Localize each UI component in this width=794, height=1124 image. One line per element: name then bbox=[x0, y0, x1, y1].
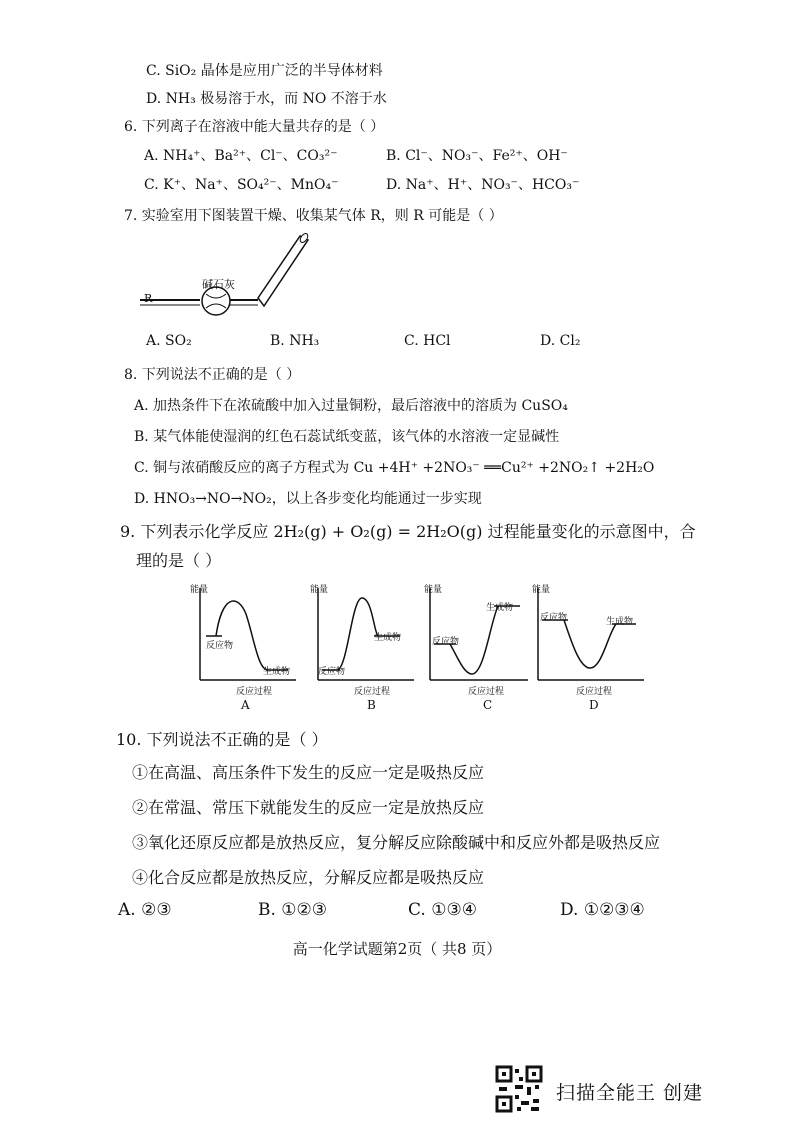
graph-a-reactant: 反应物 bbox=[206, 641, 234, 651]
graph-b-label: B bbox=[367, 698, 376, 712]
q6-option-c: C. K⁺、Na⁺、SO₄²⁻、MnO₄⁻ bbox=[144, 177, 339, 193]
q9-stem-line2: 理的是（ ） bbox=[136, 551, 222, 570]
q10-statement-3: ③氧化还原反应都是放热反应，复分解反应除酸碱中和反应外都是吸热反应 bbox=[132, 833, 661, 852]
graph-a-y-label: 能量 bbox=[190, 585, 209, 595]
q5-option-d: D. NH₃ 极易溶于水，而 NO 不溶于水 bbox=[146, 91, 387, 107]
graph-b-x-label: 反应过程 bbox=[354, 687, 391, 697]
graph-c-product: 生成物 bbox=[486, 603, 514, 613]
q8-option-b: B. 某气体能使湿润的红色石蕊试纸变蓝，该气体的水溶液一定显碱性 bbox=[134, 429, 560, 445]
q7-option-c: C. HCl bbox=[404, 333, 451, 349]
page-footer: 高一化学试题第2页（ 共8 页） bbox=[292, 940, 502, 958]
q10-option-a: A. ②③ bbox=[118, 900, 172, 920]
qr-code-icon bbox=[495, 1065, 543, 1113]
drying-apparatus-diagram bbox=[140, 228, 320, 318]
scanner-watermark-text: 扫描全能王 创建 bbox=[556, 1082, 704, 1104]
q7-stem: 7. 实验室用下图装置干燥、收集某气体 R，则 R 可能是（ ） bbox=[124, 208, 503, 224]
graph-b-product: 生成物 bbox=[374, 633, 402, 643]
q10-option-c: C. ①③④ bbox=[408, 900, 477, 920]
q8-option-a: A. 加热条件下在浓硫酸中加入过量铜粉，最后溶液中的溶质为 CuSO₄ bbox=[134, 398, 568, 414]
q10-statement-4: ④化合反应都是放热反应，分解反应都是吸热反应 bbox=[132, 868, 485, 887]
graph-d-label: D bbox=[589, 698, 599, 712]
graph-d-product: 生成物 bbox=[606, 617, 634, 627]
graph-c-reactant: 反应物 bbox=[432, 637, 460, 647]
graph-a-label: A bbox=[241, 698, 250, 712]
q7-option-a: A. SO₂ bbox=[146, 333, 192, 349]
graph-d-reactant: 反应物 bbox=[540, 613, 568, 623]
q7-option-b: B. NH₃ bbox=[270, 333, 320, 349]
q6-option-a: A. NH₄⁺、Ba²⁺、Cl⁻、CO₃²⁻ bbox=[144, 148, 338, 164]
graph-c-y-label: 能量 bbox=[424, 585, 443, 595]
graph-c-label: C bbox=[483, 698, 493, 712]
graph-c-x-label: 反应过程 bbox=[468, 687, 505, 697]
energy-graph-d bbox=[528, 584, 648, 688]
q8-option-c: C. 铜与浓硝酸反应的离子方程式为 Cu +4H⁺ +2NO₃⁻ ══Cu²⁺ +2NO₂↑ +2H₂O bbox=[134, 460, 655, 476]
q10-option-b: B. ①②③ bbox=[258, 900, 328, 920]
q10-statement-1: ①在高温、高压条件下发生的反应一定是吸热反应 bbox=[132, 763, 485, 782]
q10-option-d: D. ①②③④ bbox=[560, 900, 645, 920]
q6-option-d: D. Na⁺、H⁺、NO₃⁻、HCO₃⁻ bbox=[386, 177, 580, 193]
graph-d-y-label: 能量 bbox=[532, 585, 551, 595]
graph-d-x-label: 反应过程 bbox=[576, 687, 613, 697]
q8-stem: 8. 下列说法不正确的是（ ） bbox=[124, 367, 301, 383]
q6-option-b: B. Cl⁻、NO₃⁻、Fe²⁺、OH⁻ bbox=[386, 148, 568, 164]
gas-r-label: R bbox=[144, 292, 153, 305]
q6-stem: 6. 下列离子在溶液中能大量共存的是（ ） bbox=[124, 119, 385, 135]
graph-b-y-label: 能量 bbox=[310, 585, 329, 595]
q8-option-d: D. HNO₃→NO→NO₂，以上各步变化均能通过一步实现 bbox=[134, 491, 482, 507]
graph-a-x-label: 反应过程 bbox=[236, 687, 273, 697]
q5-option-c: C. SiO₂ 晶体是应用广泛的半导体材料 bbox=[146, 63, 383, 79]
q10-statement-2: ②在常温、常压下就能发生的反应一定是放热反应 bbox=[132, 798, 485, 817]
q7-option-d: D. Cl₂ bbox=[540, 333, 581, 349]
graph-b-reactant: 反应物 bbox=[318, 667, 346, 677]
q10-stem: 10. 下列说法不正确的是（ ） bbox=[116, 730, 328, 749]
graph-a-product: 生成物 bbox=[263, 667, 291, 677]
soda-lime-label: 碱石灰 bbox=[202, 278, 235, 291]
q9-stem-line1: 9. 下列表示化学反应 2H₂(g) + O₂(g) = 2H₂O(g) 过程能量变化的示意图中，合 bbox=[120, 522, 696, 541]
